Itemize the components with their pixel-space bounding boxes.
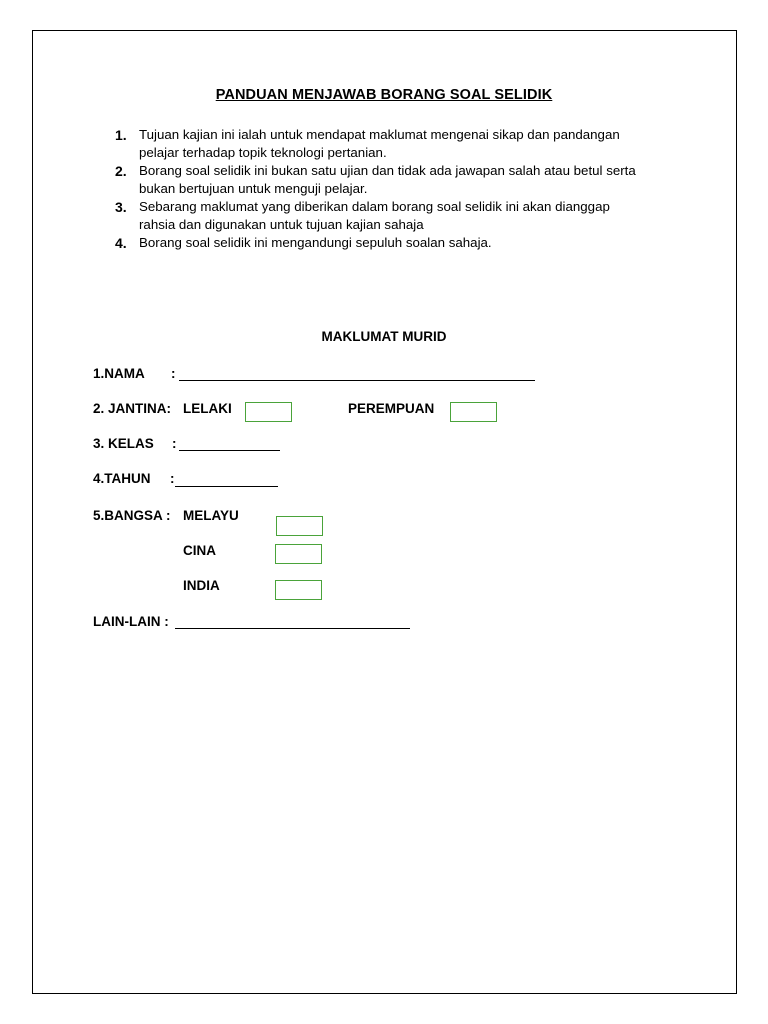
guide-number: 3.	[115, 199, 127, 215]
tahun-label: 4.TAHUN	[93, 471, 151, 486]
guide-item-2	[113, 162, 683, 198]
lain-lain-label: LAIN-LAIN :	[93, 614, 169, 629]
tahun-colon: :	[170, 471, 175, 486]
guide-item-1	[113, 126, 683, 162]
nama-field[interactable]	[179, 380, 535, 381]
guide-item-4	[113, 234, 683, 252]
guide-text-line: rahsia dan digunakan untuk tujuan kajian sahaja	[139, 217, 424, 232]
kelas-colon: :	[172, 436, 177, 451]
cina-label: CINA	[183, 543, 216, 558]
guide-text-line: Borang soal selidik ini mengandungi sepuluh soalan sahaja.	[139, 235, 492, 250]
document-title: PANDUAN MENJAWAB BORANG SOAL SELIDIK	[215, 87, 553, 103]
guide-list	[113, 126, 683, 252]
india-checkbox[interactable]	[275, 580, 322, 600]
tahun-field[interactable]	[175, 486, 278, 487]
guide-text-line: pelajar terhadap topik teknologi pertanian.	[139, 145, 387, 160]
guide-text-line: Tujuan kajian ini ialah untuk mendapat maklumat mengenai sikap dan pandangan	[139, 127, 620, 142]
guide-item-3	[113, 198, 683, 234]
bangsa-label: 5.BANGSA :	[93, 508, 171, 523]
guide-number: 2.	[115, 163, 127, 179]
section-title: MAKLUMAT MURID	[321, 329, 447, 344]
guide-text-line: Sebarang maklumat yang diberikan dalam borang soal selidik ini akan dianggap	[139, 199, 610, 214]
lain-lain-field[interactable]	[175, 628, 410, 629]
perempuan-checkbox[interactable]	[450, 402, 497, 422]
india-label: INDIA	[183, 578, 220, 593]
melayu-label: MELAYU	[183, 508, 239, 523]
guide-number: 4.	[115, 235, 127, 251]
nama-colon: :	[171, 366, 176, 381]
lelaki-checkbox[interactable]	[245, 402, 292, 422]
guide-text-line: Borang soal selidik ini bukan satu ujian dan tidak ada jawapan salah atau betul serta	[139, 163, 636, 178]
cina-checkbox[interactable]	[275, 544, 322, 564]
melayu-checkbox[interactable]	[276, 516, 323, 536]
nama-label: 1.NAMA	[93, 366, 145, 381]
guide-number: 1.	[115, 127, 127, 143]
kelas-field[interactable]	[179, 450, 280, 451]
lelaki-label: LELAKI	[183, 401, 232, 416]
jantina-label: 2. JANTINA:	[93, 401, 172, 416]
perempuan-label: PEREMPUAN	[348, 401, 435, 416]
kelas-label: 3. KELAS	[93, 436, 154, 451]
guide-text-line: bukan bertujuan untuk menguji pelajar.	[139, 181, 368, 196]
